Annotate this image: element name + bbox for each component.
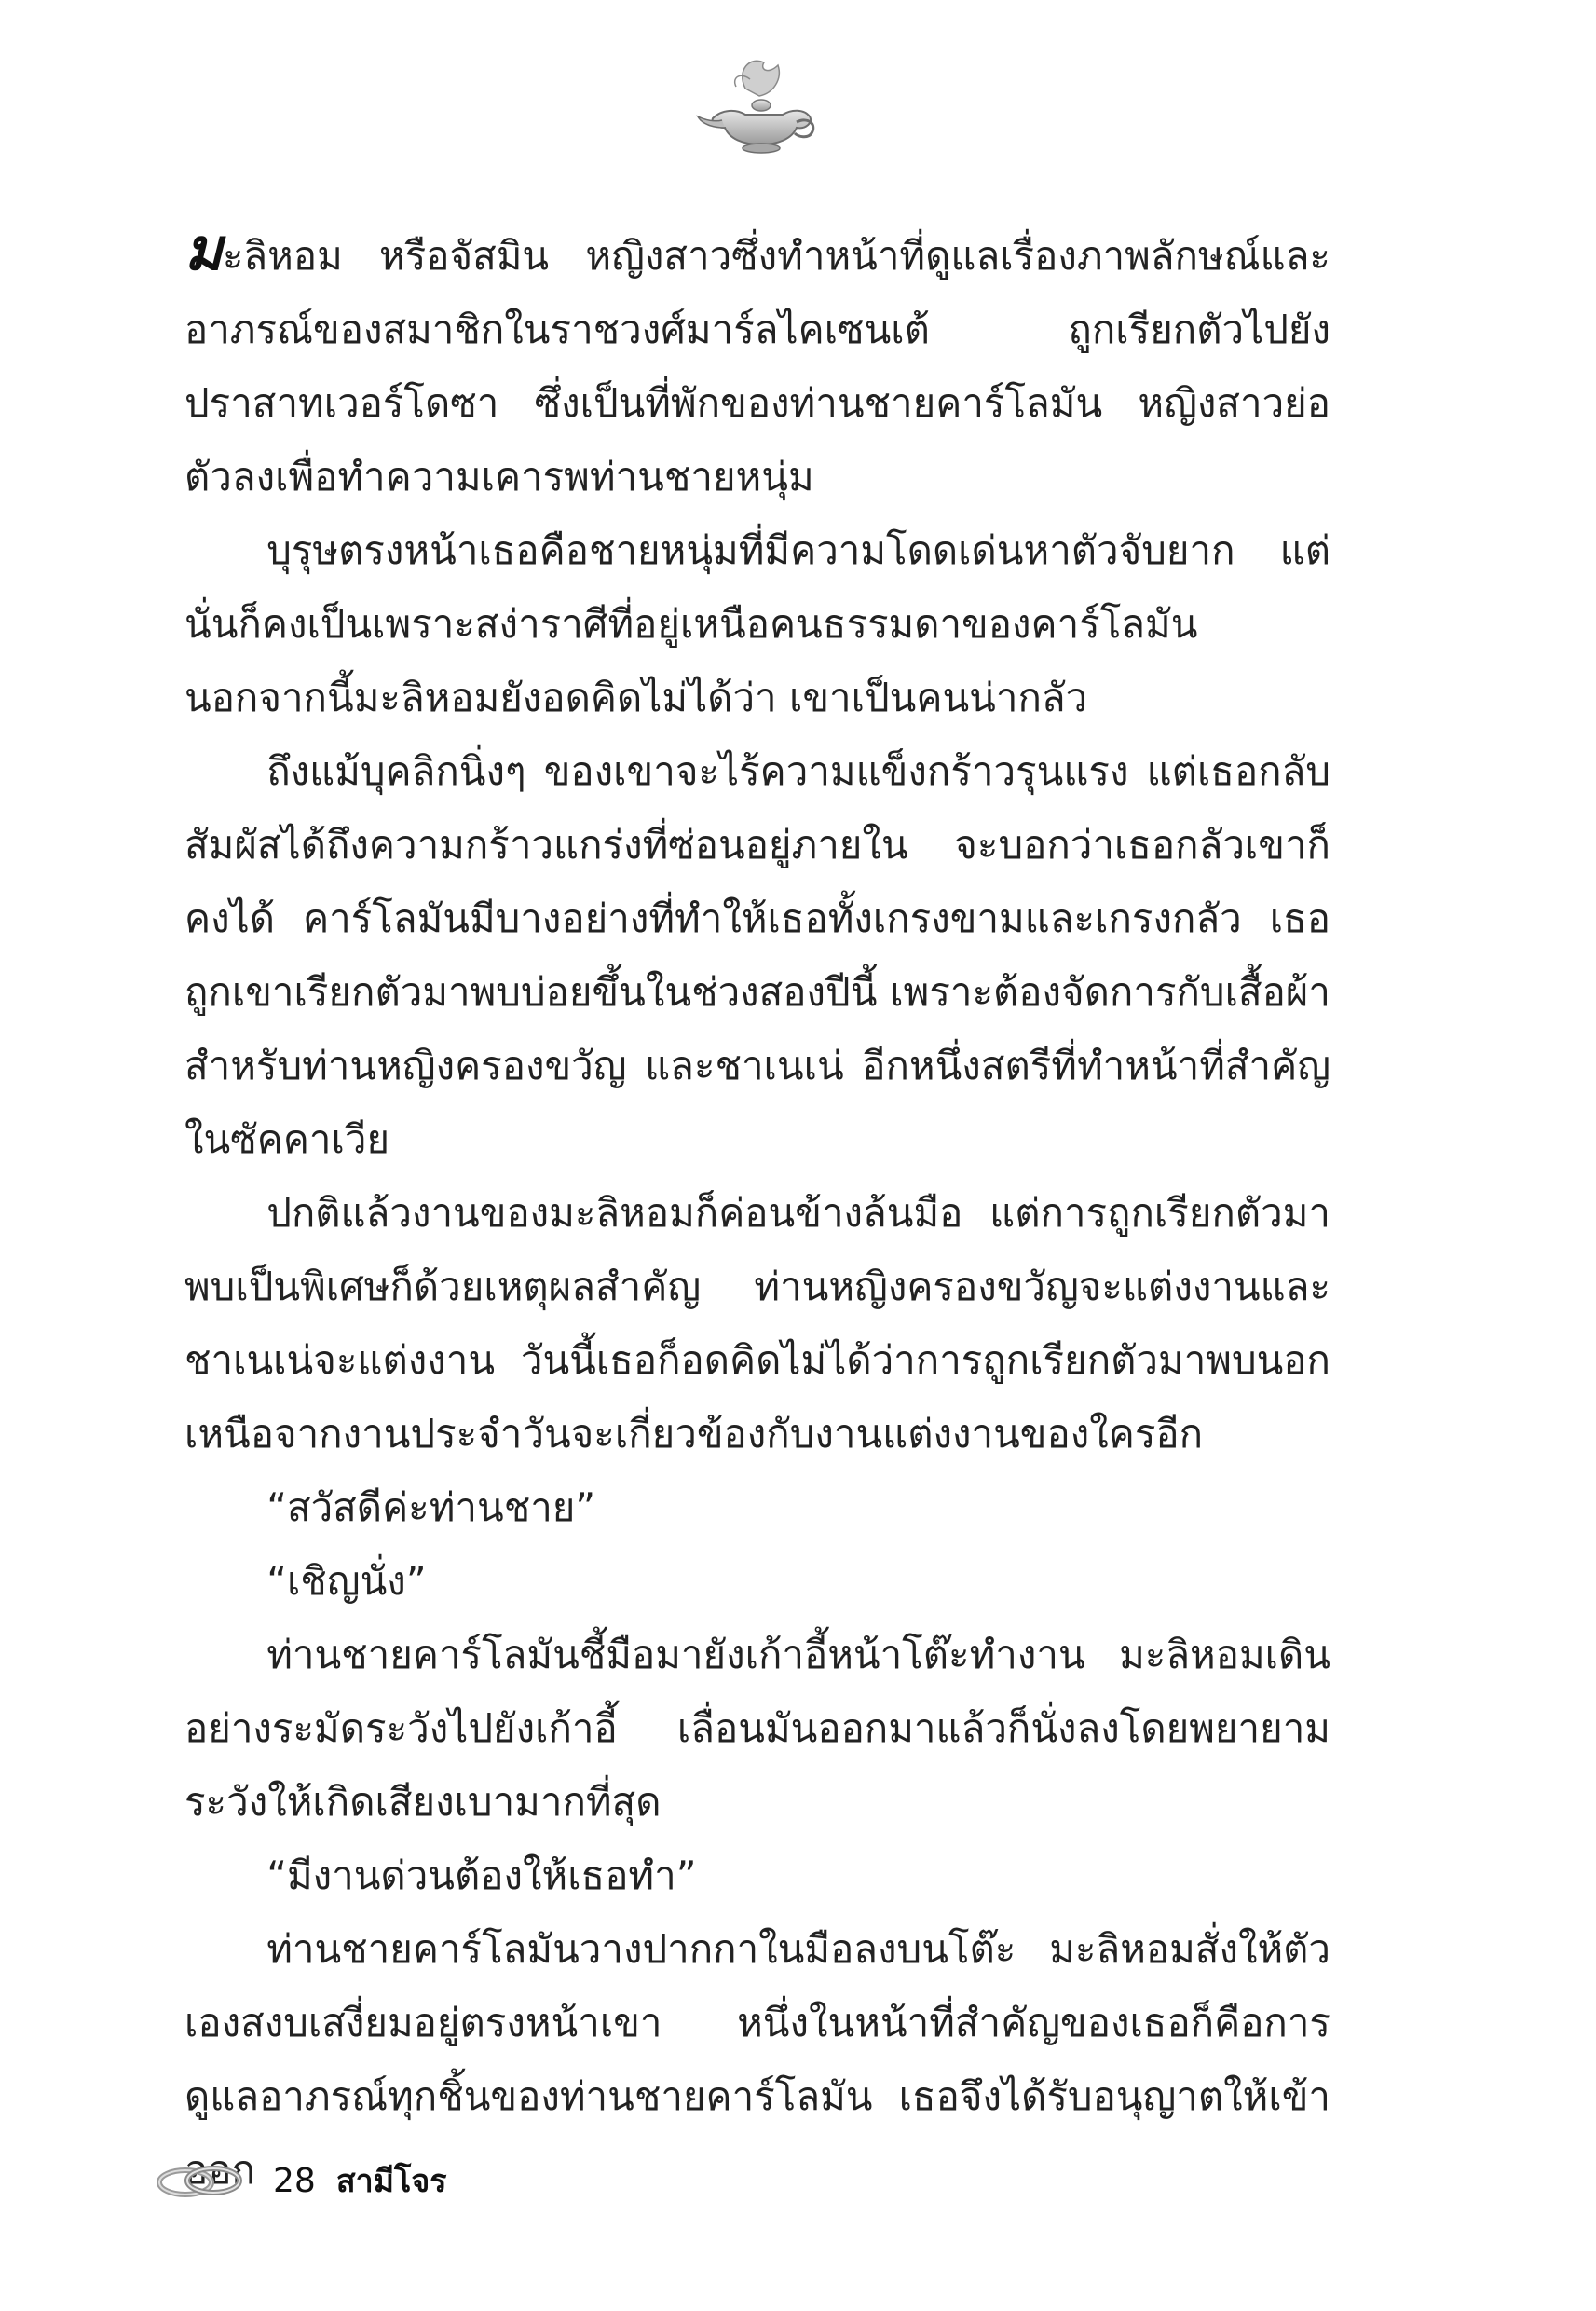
page-footer [154, 2153, 447, 2208]
paragraph: ท่านชายคาร์โลมันวางปากกาในมือลงบนโต๊ะ มะลิหอมสั่งให้ตัวเองสงบเสงี่ยมอยู่ตรงหน้าเขา หนึ่งในหน้าที่สำคัญของเธอก็คือการดูแลอาภรณ์ทุกชิ้นของท่านชายคาร์โลมัน เธอจึงได้รับอนุญาตให้เข้าออก [184, 1926, 1330, 2193]
paragraph: ท่านชายคาร์โลมันชี้มือมายังเก้าอี้หน้าโต๊ะทำงาน มะลิหอมเดินอย่างระมัดระวังไปยังเก้าอี้ เลื่อนมันออกมาแล้วก็นั่งลงโดยพยายามระวังให้เกิดเสียงเบามากที่สุด [184, 1632, 1330, 1825]
page-number: 28 [273, 2161, 316, 2200]
paragraph-1-text: ะลิหอม หรือจัสมิน หญิงสาวซึ่งทำหน้าที่ดูแลเรื่องภาพลักษณ์และอาภรณ์ของสมาชิกในราชวงศ์มาร์ลไคเซนเต้ ถูกเรียกตัวไปยังปราสาทเวอร์โดซา ซึ่งเป็นที่พักของท่านชายคาร์โลมัน หญิงสาวย่อตัวลงเพื่อทำความเคารพท่านชายหนุ่ม [184, 233, 1330, 499]
paragraph: ถึงแม้บุคลิกนิ่งๆ ของเขาจะไร้ความแข็งกร้าวรุนแรง แต่เธอกลับสัมผัสได้ถึงความกร้าวแกร่งที่ซ่อนอยู่ภายใน จะบอกว่าเธอกลัวเขาก็คงได้ คาร์โลมันมีบางอย่างที่ทำให้เธอทั้งเกรงขามและเกรงกลัว เธอถูกเขาเรียกตัวมาพบบ่อยขึ้นในช่วงสองปีนี้ เพราะต้องจัดการกับเสื้อผ้าสำหรับท่านหญิงครองขวัญ และชาเนเน่ อีกหนึ่งสตรีที่ทำหน้าที่สำคัญในซัคคาเวีย [184, 748, 1330, 1162]
body-text [184, 215, 1330, 2207]
paragraph: ปกติแล้วงานของมะลิหอมก็ค่อนข้างล้นมือ แต่การถูกเรียกตัวมาพบเป็นพิเศษก็ด้วยเหตุผลสำคัญ ท่านหญิงครองขวัญจะแต่งงานและชาเนเน่จะแต่งงาน วันนี้เธอก็อดคิดไม่ได้ว่าการถูกเรียกตัวมาพบนอกเหนือจากงานประจำวันจะเกี่ยวข้องกับงานแต่งงานของใครอีก [184, 1190, 1330, 1456]
wedding-rings-icon [154, 2160, 247, 2201]
dialogue-line: “สวัสดีค่ะท่านชาย” [266, 1484, 596, 1530]
dialogue-line: “มีงานด่วนต้องให้เธอทำ” [266, 1853, 697, 1898]
book-title: สามีโจร [335, 2163, 447, 2200]
dialogue-line: “เชิญนั่ง” [266, 1558, 427, 1604]
drop-cap: ม [184, 215, 223, 283]
paragraph: บุรุษตรงหน้าเธอคือชายหนุ่มที่มีความโดดเด่นหาตัวจับยาก แต่นั่นก็คงเป็นเพราะสง่าราศีที่อยู่เหนือคนธรรมดาของคาร์โลมัน นอกจากนี้มะลิหอมยังอดคิดไม่ได้ว่า เขาเป็นคนน่ากลัว [184, 527, 1330, 720]
genie-lamp-icon [694, 51, 825, 163]
paragraph-1 [184, 215, 1330, 513]
